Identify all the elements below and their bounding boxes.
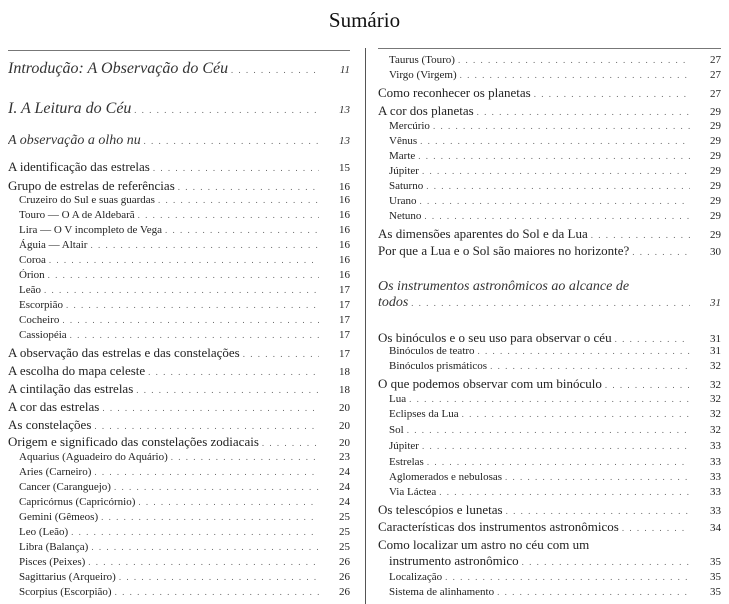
toc-entry bbox=[8, 451, 350, 463]
toc-entry-label: Lira — O V incompleto de Vega bbox=[19, 224, 162, 236]
toc-entry-label: Os telescópios e lunetas bbox=[378, 502, 503, 517]
toc-entry bbox=[8, 299, 350, 311]
toc-entry-page: 16 bbox=[339, 269, 350, 281]
toc-entry bbox=[8, 224, 350, 236]
toc-entry-page: 27 bbox=[710, 88, 721, 100]
toc-entry bbox=[378, 553, 721, 569]
dot-leader bbox=[458, 55, 690, 65]
toc-entry-label: Capricórnus (Capricórnio) bbox=[19, 496, 136, 508]
toc-entry-label: Júpiter bbox=[389, 165, 419, 177]
toc-entry-page: 29 bbox=[710, 229, 721, 241]
toc-entry-page: 29 bbox=[710, 120, 721, 132]
toc-entry-label: Mercúrio bbox=[389, 120, 430, 132]
toc-entry-label: Marte bbox=[389, 150, 416, 162]
toc-entry-label: Grupo de estrelas de referências bbox=[8, 178, 175, 193]
toc-entry-label: Pisces (Peixes) bbox=[19, 556, 86, 568]
toc-entry-page: 27 bbox=[710, 69, 721, 81]
toc-entry bbox=[378, 393, 721, 405]
dot-leader bbox=[462, 409, 690, 419]
toc-entry-page: 35 bbox=[710, 586, 721, 598]
toc-entry-label: Júpiter bbox=[389, 440, 419, 452]
dot-leader bbox=[138, 210, 319, 220]
toc-entry-label: A cor das estrelas bbox=[8, 399, 100, 414]
dot-leader bbox=[615, 334, 690, 344]
toc-entry bbox=[378, 408, 721, 420]
toc-entry bbox=[378, 120, 721, 132]
toc-entry-label: Como reconhecer os planetas bbox=[378, 85, 531, 100]
toc-entry-label: Introdução: A Observação do Céu bbox=[8, 60, 229, 77]
toc-entry-multiline bbox=[378, 279, 721, 311]
toc-entry-label: Binóculos prismáticos bbox=[389, 360, 488, 372]
toc-entry bbox=[8, 541, 350, 553]
toc-entry bbox=[8, 345, 350, 361]
toc-entry-label: Leão bbox=[19, 284, 41, 296]
toc-entry bbox=[8, 399, 350, 415]
toc-entry-label: Estrelas bbox=[389, 456, 424, 468]
toc-entry-page: 13 bbox=[339, 104, 350, 116]
dot-leader bbox=[70, 330, 319, 340]
dot-leader bbox=[439, 487, 690, 497]
dot-leader bbox=[88, 557, 319, 567]
dot-leader bbox=[115, 587, 319, 597]
dot-leader bbox=[407, 425, 690, 435]
dot-leader bbox=[178, 182, 319, 192]
toc-entry-label: Gemini (Gêmeos) bbox=[19, 511, 99, 523]
toc-entry-page: 33 bbox=[710, 456, 721, 468]
toc-entry-page: 16 bbox=[339, 209, 350, 221]
toc-entry-page: 29 bbox=[710, 180, 721, 192]
toc-entry bbox=[378, 180, 721, 192]
toc-entry-label-line2: todos bbox=[378, 295, 409, 310]
toc-entry-page: 27 bbox=[710, 54, 721, 66]
dot-leader bbox=[622, 523, 690, 533]
toc-entry-label: Aquarius (Aguadeiro do Aquário) bbox=[19, 451, 168, 463]
toc-entry bbox=[378, 295, 721, 311]
toc-entry-page: 29 bbox=[710, 165, 721, 177]
toc-entry-label-line1: Como localizar um astro no céu com um bbox=[378, 537, 590, 552]
toc-entry-page: 24 bbox=[339, 481, 350, 493]
dot-leader bbox=[66, 300, 319, 310]
toc-entry-label: Aglomerados e nebulosas bbox=[389, 471, 503, 483]
toc-entry bbox=[8, 133, 350, 149]
toc-entry bbox=[378, 586, 721, 598]
toc-entry-label: Cancer (Caranguejo) bbox=[19, 481, 111, 493]
toc-entry-label: Localização bbox=[389, 571, 443, 583]
toc-entry-page: 32 bbox=[710, 379, 721, 391]
dot-leader bbox=[426, 181, 690, 191]
toc-entry bbox=[378, 165, 721, 177]
toc-entry-label: Sistema de alinhamento bbox=[389, 586, 495, 598]
toc-entry-label: Águia — Altair bbox=[19, 239, 88, 251]
toc-entry-page: 31 bbox=[710, 345, 721, 357]
toc-entry-label: Cruzeiro do Sul e suas guardas bbox=[19, 194, 155, 206]
toc-entry bbox=[378, 150, 721, 162]
dot-leader bbox=[605, 380, 690, 390]
dot-leader bbox=[418, 151, 690, 161]
toc-entry bbox=[8, 363, 350, 379]
dot-leader bbox=[445, 572, 690, 582]
dot-leader bbox=[497, 587, 690, 597]
toc-entry-label: Cocheiro bbox=[19, 314, 60, 326]
dot-leader bbox=[153, 163, 319, 173]
dot-leader bbox=[534, 89, 690, 99]
toc-entry bbox=[378, 85, 721, 101]
toc-entry-page: 33 bbox=[710, 505, 721, 517]
toc-entry-label: A identificação das estrelas bbox=[8, 159, 150, 174]
toc-entry bbox=[8, 381, 350, 397]
toc-entry-page: 33 bbox=[710, 440, 721, 452]
dot-leader bbox=[91, 542, 319, 552]
dot-leader bbox=[48, 270, 319, 280]
toc-entry-label: Cassiopéia bbox=[19, 329, 67, 341]
toc-entry-label: Binóculos de teatro bbox=[389, 345, 475, 357]
toc-entry bbox=[8, 178, 350, 194]
toc-entry-page: 13 bbox=[339, 135, 350, 147]
toc-entry bbox=[378, 330, 721, 346]
toc-entry bbox=[8, 194, 350, 206]
dot-leader bbox=[101, 512, 319, 522]
toc-entry-page: 35 bbox=[710, 571, 721, 583]
toc-entry-page: 31 bbox=[710, 297, 721, 309]
toc-entry-page: 18 bbox=[339, 366, 350, 378]
toc-entry-label: Netuno bbox=[389, 210, 422, 222]
toc-entry bbox=[378, 486, 721, 498]
toc-entry-page: 16 bbox=[339, 194, 350, 206]
toc-entry-label: Saturno bbox=[389, 180, 424, 192]
toc-entry-page: 16 bbox=[339, 224, 350, 236]
toc-entry-label: A observação a olho nu bbox=[8, 133, 141, 148]
toc-entry bbox=[378, 360, 721, 372]
top-rule-right bbox=[378, 48, 721, 49]
dot-leader bbox=[262, 438, 319, 448]
dot-leader bbox=[158, 195, 319, 205]
toc-entry bbox=[378, 424, 721, 436]
toc-entry bbox=[8, 526, 350, 538]
toc-entry-label: A observação das estrelas e das constelações bbox=[8, 345, 240, 360]
toc-entry-label: Touro — O A de Aldebarã bbox=[19, 209, 135, 221]
toc-entry-page: 29 bbox=[710, 150, 721, 162]
toc-entry-page: 15 bbox=[339, 162, 350, 174]
toc-entry-page: 29 bbox=[710, 210, 721, 222]
toc-entry-label: Taurus (Touro) bbox=[389, 54, 455, 66]
toc-entry-page: 25 bbox=[339, 526, 350, 538]
toc-entry bbox=[8, 284, 350, 296]
toc-entry-label: As dimensões aparentes do Sol e da Lua bbox=[378, 226, 588, 241]
toc-entry bbox=[378, 471, 721, 483]
toc-entry-label: A cintilação das estrelas bbox=[8, 381, 134, 396]
toc-entry-label: I. A Leitura do Céu bbox=[8, 100, 132, 117]
toc-entry bbox=[8, 239, 350, 251]
dot-leader bbox=[94, 421, 319, 431]
toc-entry-label: Leo (Leão) bbox=[19, 526, 69, 538]
toc-entry bbox=[8, 481, 350, 493]
page-title: Sumário bbox=[328, 8, 401, 32]
dot-leader bbox=[522, 557, 690, 567]
dot-leader bbox=[171, 452, 319, 462]
dot-leader bbox=[478, 346, 690, 356]
toc-entry bbox=[378, 502, 721, 518]
toc-entry-label: Sagittarius (Arqueiro) bbox=[19, 571, 116, 583]
toc-entry bbox=[8, 329, 350, 341]
toc-entry bbox=[8, 254, 350, 266]
dot-leader bbox=[243, 349, 319, 359]
toc-entry-page: 30 bbox=[710, 246, 721, 258]
dot-leader bbox=[422, 441, 690, 451]
toc-entry-page: 24 bbox=[339, 466, 350, 478]
toc-entry-page: 29 bbox=[710, 195, 721, 207]
dot-leader bbox=[134, 105, 319, 115]
toc-entry-page: 23 bbox=[339, 451, 350, 463]
toc-entry-page: 26 bbox=[339, 556, 350, 568]
toc-entry bbox=[8, 466, 350, 478]
toc-entry-label: Vênus bbox=[389, 135, 418, 147]
toc-entry-label: Órion bbox=[19, 269, 45, 281]
toc-entry-page: 11 bbox=[339, 64, 350, 76]
dot-leader bbox=[102, 403, 319, 413]
toc-entry bbox=[8, 571, 350, 583]
toc-entry-label: Aries (Carneiro) bbox=[19, 466, 92, 478]
toc-entry bbox=[378, 519, 721, 535]
toc-entry-page: 17 bbox=[339, 314, 350, 326]
toc-entry bbox=[8, 511, 350, 523]
toc-entry bbox=[8, 60, 350, 78]
dot-leader bbox=[119, 572, 319, 582]
dot-leader bbox=[632, 247, 690, 257]
toc-entry-page: 32 bbox=[710, 393, 721, 405]
toc-entry-multiline bbox=[378, 537, 721, 569]
toc-entry-page: 20 bbox=[339, 402, 350, 414]
dot-leader bbox=[505, 472, 690, 482]
dot-leader bbox=[44, 285, 319, 295]
toc-entry-page: 25 bbox=[339, 541, 350, 553]
toc-entry-label: Sol bbox=[389, 424, 404, 436]
toc-entry-page: 16 bbox=[339, 181, 350, 193]
toc-entry bbox=[378, 195, 721, 207]
toc-entry-label: Eclipses da Lua bbox=[389, 408, 459, 420]
toc-entry-page: 29 bbox=[710, 106, 721, 118]
toc-entry bbox=[378, 345, 721, 357]
toc-entry-label: Via Láctea bbox=[389, 486, 437, 498]
toc-entry-page: 32 bbox=[710, 408, 721, 420]
toc-entry bbox=[378, 69, 721, 81]
toc-entry bbox=[378, 210, 721, 222]
toc-entry bbox=[378, 243, 721, 259]
toc-entry bbox=[8, 159, 350, 175]
toc-entry-label: Escorpião bbox=[19, 299, 63, 311]
toc-entry bbox=[8, 314, 350, 326]
dot-leader bbox=[62, 315, 319, 325]
toc-entry bbox=[378, 103, 721, 119]
dot-leader bbox=[477, 107, 690, 117]
toc-entry bbox=[8, 209, 350, 221]
toc-entry bbox=[8, 556, 350, 568]
toc-entry bbox=[378, 376, 721, 392]
toc-entry-page: 33 bbox=[710, 471, 721, 483]
toc-entry-label: Scorpius (Escorpião) bbox=[19, 586, 112, 598]
toc-entry bbox=[8, 434, 350, 450]
toc-entry-page: 33 bbox=[710, 486, 721, 498]
toc-entry-page: 26 bbox=[339, 586, 350, 598]
toc-entry-page: 29 bbox=[710, 135, 721, 147]
toc-entry-page: 17 bbox=[339, 348, 350, 360]
dot-leader bbox=[409, 394, 690, 404]
dot-leader bbox=[136, 385, 319, 395]
toc-entry bbox=[378, 456, 721, 468]
toc-entry-page: 18 bbox=[339, 384, 350, 396]
toc-entry-label-line1: Os instrumentos astronômicos ao alcance de bbox=[378, 279, 630, 294]
column-divider bbox=[365, 48, 366, 604]
toc-entry-page: 32 bbox=[710, 424, 721, 436]
toc-entry-label: Características dos instrumentos astronômicos bbox=[378, 519, 619, 534]
dot-leader bbox=[49, 255, 319, 265]
toc-entry-label: As constelações bbox=[8, 417, 92, 432]
toc-entry-page: 24 bbox=[339, 496, 350, 508]
toc-entry-label: Por que a Lua e o Sol são maiores no horizonte? bbox=[378, 243, 630, 258]
dot-leader bbox=[148, 367, 319, 377]
dot-leader bbox=[94, 467, 319, 477]
dot-leader bbox=[424, 211, 690, 221]
dot-leader bbox=[90, 240, 319, 250]
dot-leader bbox=[231, 65, 319, 75]
toc-entry bbox=[8, 417, 350, 433]
toc-entry-page: 34 bbox=[710, 522, 721, 534]
toc-entry-label: O que podemos observar com um binóculo bbox=[378, 376, 602, 391]
top-rule-left bbox=[8, 50, 350, 51]
toc-entry-label: Libra (Balança) bbox=[19, 541, 89, 553]
toc-entry-label: Virgo (Virgem) bbox=[389, 69, 457, 81]
toc-entry-page: 32 bbox=[710, 360, 721, 372]
toc-entry-page: 35 bbox=[710, 556, 721, 568]
dot-leader bbox=[420, 196, 691, 206]
toc-entry-label: Origem e significado das constelações zodiacais bbox=[8, 434, 259, 449]
dot-leader bbox=[506, 506, 690, 516]
dot-leader bbox=[422, 166, 690, 176]
toc-entry-label: A escolha do mapa celeste bbox=[8, 363, 146, 378]
toc-entry-label: Os binóculos e o seu uso para observar o céu bbox=[378, 330, 612, 345]
dot-leader bbox=[71, 527, 319, 537]
toc-entry-label: Urano bbox=[389, 195, 417, 207]
toc-entry-page: 31 bbox=[710, 333, 721, 345]
dot-leader bbox=[165, 225, 319, 235]
toc-entry-page: 20 bbox=[339, 420, 350, 432]
toc-entry bbox=[378, 54, 721, 66]
dot-leader bbox=[460, 70, 690, 80]
dot-leader bbox=[433, 121, 690, 131]
dot-leader bbox=[411, 298, 690, 308]
toc-entry-label: A cor dos planetas bbox=[378, 103, 474, 118]
toc-entry-page: 17 bbox=[339, 284, 350, 296]
toc-entry-page: 25 bbox=[339, 511, 350, 523]
toc-entry-page: 26 bbox=[339, 571, 350, 583]
toc-entry-label: Coroa bbox=[19, 254, 46, 266]
dot-leader bbox=[138, 497, 319, 507]
dot-leader bbox=[591, 230, 690, 240]
toc-entry bbox=[378, 571, 721, 583]
toc-entry bbox=[8, 269, 350, 281]
toc-entry-page: 16 bbox=[339, 254, 350, 266]
dot-leader bbox=[420, 136, 690, 146]
toc-entry-label-line2: instrumento astronômico bbox=[389, 553, 519, 568]
toc-entry bbox=[8, 586, 350, 598]
dot-leader bbox=[144, 136, 319, 146]
toc-entry bbox=[378, 440, 721, 452]
toc-entry-page: 17 bbox=[339, 329, 350, 341]
toc-entry-page: 20 bbox=[339, 437, 350, 449]
toc-entry-page: 16 bbox=[339, 239, 350, 251]
toc-entry-label: Lua bbox=[389, 393, 407, 405]
toc-entry bbox=[8, 496, 350, 508]
dot-leader bbox=[427, 457, 690, 467]
toc-entry bbox=[378, 226, 721, 242]
toc-entry bbox=[378, 135, 721, 147]
toc-entry bbox=[8, 100, 350, 118]
dot-leader bbox=[490, 361, 690, 371]
toc-entry-page: 17 bbox=[339, 299, 350, 311]
dot-leader bbox=[114, 482, 319, 492]
